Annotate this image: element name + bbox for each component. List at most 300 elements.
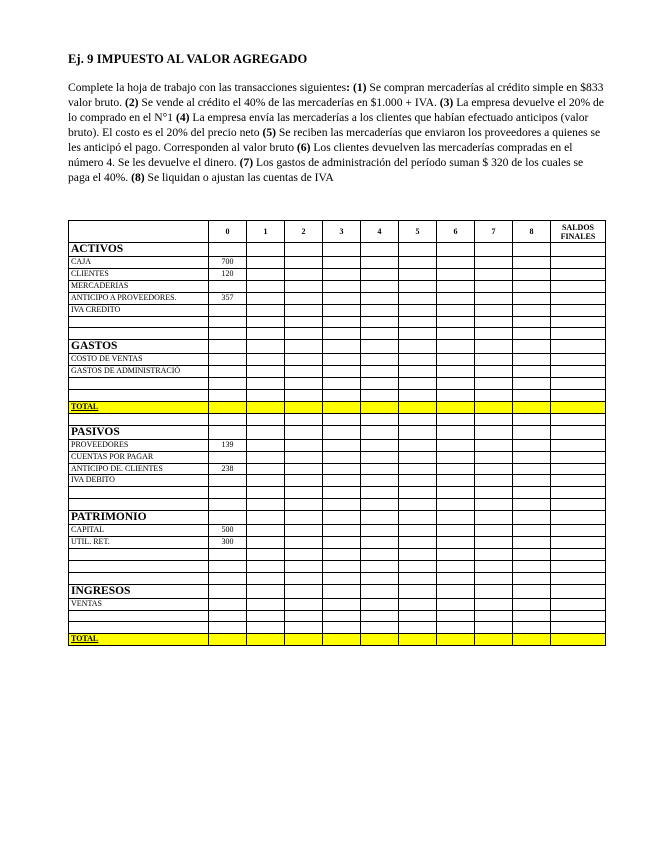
entry-cell[interactable] [285,548,323,560]
entry-cell[interactable] [475,304,513,316]
entry-cell[interactable] [323,439,361,451]
entry-cell[interactable] [323,598,361,610]
entry-cell[interactable] [399,292,437,304]
entry-cell[interactable] [513,439,551,451]
entry-cell[interactable] [209,413,247,425]
entry-cell[interactable] [551,390,606,402]
entry-cell[interactable] [247,463,285,475]
entry-cell[interactable] [437,610,475,622]
entry-cell[interactable] [399,257,437,269]
entry-cell[interactable] [475,451,513,463]
entry-cell[interactable] [551,525,606,537]
entry-cell[interactable] [437,463,475,475]
entry-cell[interactable] [399,354,437,366]
entry-cell[interactable] [551,439,606,451]
entry-cell[interactable] [361,425,399,439]
entry-cell[interactable] [437,378,475,390]
entry-cell[interactable] [247,584,285,598]
entry-cell[interactable] [399,572,437,584]
entry-cell[interactable] [437,475,475,487]
entry-cell[interactable] [399,280,437,292]
entry-cell[interactable] [323,243,361,257]
entry-cell[interactable] [551,413,606,425]
entry-cell[interactable] [247,525,285,537]
entry-cell[interactable] [551,584,606,598]
entry-cell[interactable] [399,511,437,525]
entry-cell[interactable] [247,390,285,402]
entry-cell[interactable] [361,451,399,463]
entry-cell[interactable] [399,340,437,354]
entry-cell[interactable] [475,525,513,537]
entry-cell[interactable] [551,340,606,354]
entry-cell[interactable] [209,378,247,390]
entry-cell[interactable] [285,316,323,328]
entry-cell[interactable] [437,511,475,525]
entry-cell[interactable] [437,598,475,610]
entry-cell[interactable] [399,378,437,390]
entry-cell[interactable] [247,475,285,487]
entry-cell[interactable] [247,268,285,280]
entry-cell[interactable] [399,328,437,340]
entry-cell[interactable] [437,560,475,572]
entry-cell[interactable] [513,598,551,610]
opening-balance-cell[interactable] [209,304,247,316]
entry-cell[interactable] [247,280,285,292]
entry-cell[interactable] [323,390,361,402]
entry-cell[interactable] [361,280,399,292]
entry-cell[interactable] [247,328,285,340]
entry-cell[interactable] [209,499,247,511]
entry-cell[interactable] [285,560,323,572]
entry-cell[interactable] [475,268,513,280]
entry-cell[interactable] [513,560,551,572]
entry-cell[interactable] [323,451,361,463]
entry-cell[interactable] [551,243,606,257]
entry-cell[interactable] [285,598,323,610]
entry-cell[interactable] [437,439,475,451]
entry-cell[interactable] [361,475,399,487]
entry-cell[interactable] [361,525,399,537]
entry-cell[interactable] [513,584,551,598]
entry-cell[interactable] [513,525,551,537]
entry-cell[interactable] [399,622,437,634]
entry-cell[interactable] [437,316,475,328]
entry-cell[interactable] [475,622,513,634]
entry-cell[interactable] [437,537,475,549]
entry-cell[interactable] [551,537,606,549]
opening-balance-cell[interactable] [209,354,247,366]
entry-cell[interactable] [513,328,551,340]
entry-cell[interactable] [437,425,475,439]
entry-cell[interactable] [513,451,551,463]
entry-cell[interactable] [323,425,361,439]
entry-cell[interactable] [475,572,513,584]
entry-cell[interactable] [475,366,513,378]
entry-cell[interactable] [209,548,247,560]
entry-cell[interactable] [323,268,361,280]
entry-cell[interactable] [399,499,437,511]
entry-cell[interactable] [361,328,399,340]
entry-cell[interactable] [323,634,361,646]
entry-cell[interactable] [361,622,399,634]
entry-cell[interactable] [247,451,285,463]
entry-cell[interactable] [475,280,513,292]
entry-cell[interactable] [209,401,247,413]
opening-balance-cell[interactable]: 300 [209,537,247,549]
entry-cell[interactable] [323,610,361,622]
entry-cell[interactable] [285,525,323,537]
entry-cell[interactable] [285,304,323,316]
entry-cell[interactable] [323,622,361,634]
entry-cell[interactable] [437,499,475,511]
entry-cell[interactable] [323,499,361,511]
entry-cell[interactable] [551,487,606,499]
entry-cell[interactable] [551,463,606,475]
entry-cell[interactable] [247,243,285,257]
entry-cell[interactable] [475,598,513,610]
entry-cell[interactable] [247,610,285,622]
entry-cell[interactable] [285,622,323,634]
entry-cell[interactable] [247,487,285,499]
entry-cell[interactable] [323,525,361,537]
entry-cell[interactable] [437,584,475,598]
entry-cell[interactable] [513,257,551,269]
entry-cell[interactable] [247,316,285,328]
entry-cell[interactable] [437,280,475,292]
entry-cell[interactable] [361,268,399,280]
entry-cell[interactable] [209,511,247,525]
entry-cell[interactable] [551,304,606,316]
entry-cell[interactable] [361,304,399,316]
entry-cell[interactable] [437,634,475,646]
entry-cell[interactable] [247,499,285,511]
entry-cell[interactable] [247,634,285,646]
entry-cell[interactable] [399,413,437,425]
entry-cell[interactable] [399,584,437,598]
entry-cell[interactable] [209,316,247,328]
entry-cell[interactable] [513,425,551,439]
entry-cell[interactable] [361,584,399,598]
entry-cell[interactable] [475,634,513,646]
entry-cell[interactable] [475,257,513,269]
entry-cell[interactable] [513,280,551,292]
entry-cell[interactable] [437,354,475,366]
entry-cell[interactable] [399,390,437,402]
entry-cell[interactable] [361,634,399,646]
entry-cell[interactable] [285,328,323,340]
entry-cell[interactable] [361,463,399,475]
entry-cell[interactable] [323,584,361,598]
entry-cell[interactable] [475,425,513,439]
entry-cell[interactable] [323,354,361,366]
entry-cell[interactable] [399,634,437,646]
entry-cell[interactable] [437,413,475,425]
entry-cell[interactable] [285,487,323,499]
entry-cell[interactable] [209,610,247,622]
entry-cell[interactable] [475,537,513,549]
entry-cell[interactable] [285,292,323,304]
entry-cell[interactable] [323,560,361,572]
entry-cell[interactable] [285,268,323,280]
entry-cell[interactable] [475,499,513,511]
entry-cell[interactable] [551,316,606,328]
entry-cell[interactable] [323,340,361,354]
entry-cell[interactable] [437,257,475,269]
entry-cell[interactable] [551,610,606,622]
entry-cell[interactable] [361,511,399,525]
entry-cell[interactable] [247,511,285,525]
opening-balance-cell[interactable]: 500 [209,525,247,537]
entry-cell[interactable] [209,572,247,584]
entry-cell[interactable] [361,499,399,511]
entry-cell[interactable] [361,292,399,304]
opening-balance-cell[interactable] [209,366,247,378]
entry-cell[interactable] [323,548,361,560]
entry-cell[interactable] [361,548,399,560]
entry-cell[interactable] [399,268,437,280]
entry-cell[interactable] [323,257,361,269]
entry-cell[interactable] [361,413,399,425]
entry-cell[interactable] [323,292,361,304]
entry-cell[interactable] [247,340,285,354]
entry-cell[interactable] [285,401,323,413]
entry-cell[interactable] [475,511,513,525]
entry-cell[interactable] [323,316,361,328]
entry-cell[interactable] [323,463,361,475]
entry-cell[interactable] [437,340,475,354]
entry-cell[interactable] [437,572,475,584]
entry-cell[interactable] [551,511,606,525]
entry-cell[interactable] [513,304,551,316]
entry-cell[interactable] [209,634,247,646]
entry-cell[interactable] [513,340,551,354]
entry-cell[interactable] [551,378,606,390]
entry-cell[interactable] [285,280,323,292]
entry-cell[interactable] [323,304,361,316]
opening-balance-cell[interactable] [209,280,247,292]
entry-cell[interactable] [475,487,513,499]
entry-cell[interactable] [513,378,551,390]
entry-cell[interactable] [361,401,399,413]
entry-cell[interactable] [437,401,475,413]
entry-cell[interactable] [399,425,437,439]
entry-cell[interactable] [285,463,323,475]
entry-cell[interactable] [361,378,399,390]
entry-cell[interactable] [551,499,606,511]
entry-cell[interactable] [209,487,247,499]
entry-cell[interactable] [399,537,437,549]
entry-cell[interactable] [285,425,323,439]
entry-cell[interactable] [399,451,437,463]
entry-cell[interactable] [437,268,475,280]
entry-cell[interactable] [361,560,399,572]
entry-cell[interactable] [361,610,399,622]
entry-cell[interactable] [285,499,323,511]
entry-cell[interactable] [285,354,323,366]
entry-cell[interactable] [551,292,606,304]
entry-cell[interactable] [475,390,513,402]
entry-cell[interactable] [437,451,475,463]
entry-cell[interactable] [323,413,361,425]
entry-cell[interactable] [513,610,551,622]
entry-cell[interactable] [285,243,323,257]
entry-cell[interactable] [399,475,437,487]
entry-cell[interactable] [247,401,285,413]
entry-cell[interactable] [437,487,475,499]
entry-cell[interactable] [513,537,551,549]
entry-cell[interactable] [437,292,475,304]
entry-cell[interactable] [399,525,437,537]
entry-cell[interactable] [285,390,323,402]
entry-cell[interactable] [323,537,361,549]
opening-balance-cell[interactable]: 238 [209,463,247,475]
opening-balance-cell[interactable]: 357 [209,292,247,304]
entry-cell[interactable] [551,354,606,366]
entry-cell[interactable] [285,257,323,269]
entry-cell[interactable] [513,401,551,413]
opening-balance-cell[interactable]: 120 [209,268,247,280]
entry-cell[interactable] [247,413,285,425]
entry-cell[interactable] [361,243,399,257]
entry-cell[interactable] [513,511,551,525]
entry-cell[interactable] [513,268,551,280]
entry-cell[interactable] [551,328,606,340]
entry-cell[interactable] [323,280,361,292]
entry-cell[interactable] [513,548,551,560]
entry-cell[interactable] [513,366,551,378]
entry-cell[interactable] [551,560,606,572]
entry-cell[interactable] [323,378,361,390]
entry-cell[interactable] [285,537,323,549]
entry-cell[interactable] [513,292,551,304]
entry-cell[interactable] [209,328,247,340]
entry-cell[interactable] [475,354,513,366]
entry-cell[interactable] [475,584,513,598]
entry-cell[interactable] [475,340,513,354]
entry-cell[interactable] [475,401,513,413]
entry-cell[interactable] [475,463,513,475]
entry-cell[interactable] [399,610,437,622]
entry-cell[interactable] [285,511,323,525]
entry-cell[interactable] [551,475,606,487]
entry-cell[interactable] [247,598,285,610]
entry-cell[interactable] [247,560,285,572]
opening-balance-cell[interactable]: 700 [209,257,247,269]
entry-cell[interactable] [209,243,247,257]
entry-cell[interactable] [551,598,606,610]
opening-balance-cell[interactable] [209,451,247,463]
entry-cell[interactable] [323,366,361,378]
entry-cell[interactable] [551,572,606,584]
entry-cell[interactable] [247,378,285,390]
entry-cell[interactable] [551,401,606,413]
entry-cell[interactable] [437,622,475,634]
entry-cell[interactable] [285,475,323,487]
entry-cell[interactable] [475,328,513,340]
entry-cell[interactable] [285,340,323,354]
entry-cell[interactable] [399,463,437,475]
entry-cell[interactable] [513,572,551,584]
entry-cell[interactable] [551,280,606,292]
opening-balance-cell[interactable] [209,475,247,487]
entry-cell[interactable] [513,499,551,511]
entry-cell[interactable] [247,548,285,560]
entry-cell[interactable] [551,451,606,463]
entry-cell[interactable] [285,378,323,390]
entry-cell[interactable] [361,340,399,354]
entry-cell[interactable] [209,390,247,402]
entry-cell[interactable] [285,451,323,463]
opening-balance-cell[interactable] [209,598,247,610]
entry-cell[interactable] [551,548,606,560]
entry-cell[interactable] [361,316,399,328]
entry-cell[interactable] [399,560,437,572]
entry-cell[interactable] [551,425,606,439]
entry-cell[interactable] [247,257,285,269]
entry-cell[interactable] [475,475,513,487]
entry-cell[interactable] [361,537,399,549]
entry-cell[interactable] [209,340,247,354]
entry-cell[interactable] [323,487,361,499]
entry-cell[interactable] [399,548,437,560]
entry-cell[interactable] [551,268,606,280]
entry-cell[interactable] [247,622,285,634]
entry-cell[interactable] [513,634,551,646]
entry-cell[interactable] [513,622,551,634]
entry-cell[interactable] [361,354,399,366]
entry-cell[interactable] [399,598,437,610]
entry-cell[interactable] [475,560,513,572]
entry-cell[interactable] [513,316,551,328]
entry-cell[interactable] [247,572,285,584]
entry-cell[interactable] [475,292,513,304]
entry-cell[interactable] [285,610,323,622]
entry-cell[interactable] [323,511,361,525]
entry-cell[interactable] [361,257,399,269]
entry-cell[interactable] [323,572,361,584]
entry-cell[interactable] [209,584,247,598]
entry-cell[interactable] [551,622,606,634]
entry-cell[interactable] [399,401,437,413]
entry-cell[interactable] [475,378,513,390]
entry-cell[interactable] [361,572,399,584]
entry-cell[interactable] [247,292,285,304]
entry-cell[interactable] [437,390,475,402]
entry-cell[interactable] [361,487,399,499]
entry-cell[interactable] [513,413,551,425]
entry-cell[interactable] [399,304,437,316]
entry-cell[interactable] [437,548,475,560]
entry-cell[interactable] [475,316,513,328]
entry-cell[interactable] [361,598,399,610]
entry-cell[interactable] [323,328,361,340]
entry-cell[interactable] [551,366,606,378]
entry-cell[interactable] [247,354,285,366]
entry-cell[interactable] [323,475,361,487]
entry-cell[interactable] [551,634,606,646]
entry-cell[interactable] [399,316,437,328]
entry-cell[interactable] [247,366,285,378]
opening-balance-cell[interactable]: 139 [209,439,247,451]
entry-cell[interactable] [437,243,475,257]
entry-cell[interactable] [475,610,513,622]
entry-cell[interactable] [475,548,513,560]
entry-cell[interactable] [399,487,437,499]
entry-cell[interactable] [437,328,475,340]
entry-cell[interactable] [285,572,323,584]
entry-cell[interactable] [475,439,513,451]
entry-cell[interactable] [399,366,437,378]
